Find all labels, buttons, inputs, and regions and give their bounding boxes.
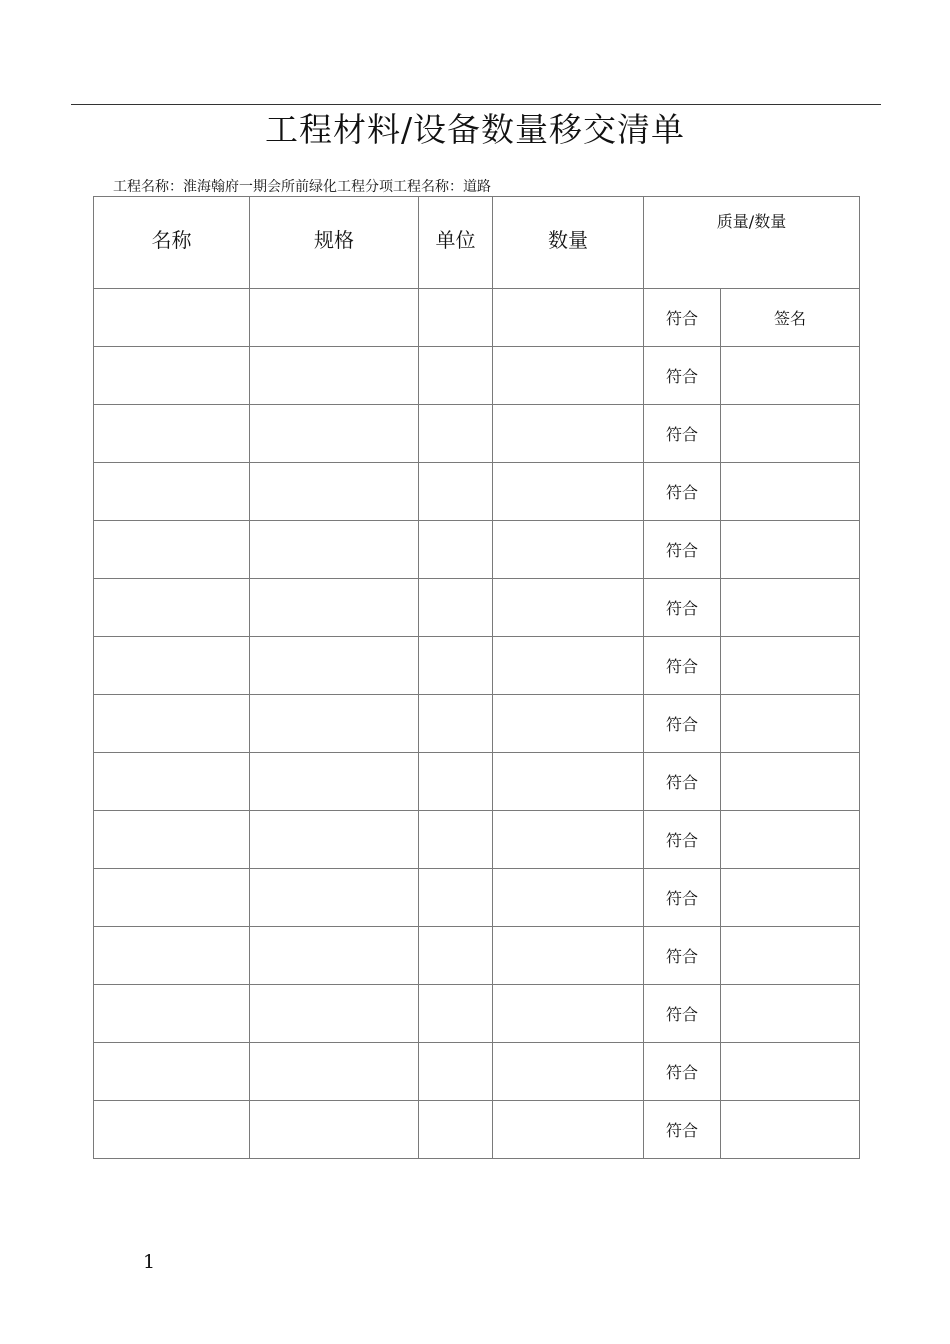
entry-cell[interactable] bbox=[94, 985, 250, 1043]
signature-cell[interactable] bbox=[721, 1043, 860, 1101]
table-row bbox=[94, 637, 860, 695]
conform-cell bbox=[644, 869, 721, 927]
entry-cell[interactable] bbox=[493, 579, 644, 637]
signature-cell[interactable] bbox=[721, 1101, 860, 1159]
conform-cell bbox=[644, 405, 721, 463]
conform-cell bbox=[644, 579, 721, 637]
conform-cell bbox=[644, 695, 721, 753]
signature-cell[interactable] bbox=[721, 985, 860, 1043]
entry-cell[interactable] bbox=[493, 1101, 644, 1159]
table-row bbox=[94, 1101, 860, 1159]
entry-cell[interactable] bbox=[94, 521, 250, 579]
empty-cell bbox=[493, 289, 644, 347]
entry-cell[interactable] bbox=[94, 1043, 250, 1101]
conform-cell bbox=[644, 811, 721, 869]
table-row bbox=[94, 405, 860, 463]
table-row bbox=[94, 811, 860, 869]
page-number: 1 bbox=[143, 1251, 156, 1273]
conform-cell bbox=[644, 521, 721, 579]
entry-cell[interactable] bbox=[419, 927, 493, 985]
conform-label: 符合 bbox=[665, 1121, 698, 1140]
entry-cell[interactable] bbox=[250, 811, 419, 869]
table-row bbox=[94, 347, 860, 405]
entry-cell[interactable] bbox=[419, 811, 493, 869]
header-spec-cell bbox=[250, 197, 419, 289]
conform-label: 符合 bbox=[665, 367, 698, 386]
entry-cell[interactable] bbox=[250, 637, 419, 695]
signature-cell[interactable] bbox=[721, 405, 860, 463]
entry-cell[interactable] bbox=[493, 927, 644, 985]
conform-label: 符合 bbox=[665, 541, 698, 560]
conform-cell bbox=[644, 927, 721, 985]
entry-cell[interactable] bbox=[493, 347, 644, 405]
conform-cell bbox=[644, 1101, 721, 1159]
header-quality-quantity-cell bbox=[644, 197, 860, 289]
header-spec: 规格 bbox=[314, 228, 354, 252]
signature-cell[interactable] bbox=[721, 347, 860, 405]
entry-cell[interactable] bbox=[250, 985, 419, 1043]
header-name: 名称 bbox=[151, 228, 192, 252]
signature-cell[interactable] bbox=[721, 637, 860, 695]
conform-label: 符合 bbox=[665, 599, 698, 618]
sub-header-row bbox=[94, 289, 860, 347]
entry-cell[interactable] bbox=[94, 927, 250, 985]
entry-cell[interactable] bbox=[419, 347, 493, 405]
conform-cell bbox=[644, 347, 721, 405]
entry-cell[interactable] bbox=[94, 869, 250, 927]
table-row bbox=[94, 463, 860, 521]
entry-cell[interactable] bbox=[419, 579, 493, 637]
conform-cell bbox=[644, 463, 721, 521]
entry-cell[interactable] bbox=[493, 1043, 644, 1101]
entry-cell[interactable] bbox=[419, 405, 493, 463]
entry-cell[interactable] bbox=[94, 811, 250, 869]
signature-cell[interactable] bbox=[721, 695, 860, 753]
entry-cell[interactable] bbox=[493, 637, 644, 695]
entry-cell[interactable] bbox=[419, 1043, 493, 1101]
entry-cell[interactable] bbox=[250, 521, 419, 579]
signature-cell[interactable] bbox=[721, 869, 860, 927]
entry-cell[interactable] bbox=[250, 1101, 419, 1159]
entry-cell[interactable] bbox=[493, 753, 644, 811]
entry-cell[interactable] bbox=[493, 405, 644, 463]
entry-cell[interactable] bbox=[419, 869, 493, 927]
signature-cell[interactable] bbox=[721, 521, 860, 579]
entry-cell[interactable] bbox=[94, 637, 250, 695]
entry-cell[interactable] bbox=[419, 637, 493, 695]
entry-cell[interactable] bbox=[493, 463, 644, 521]
table-row bbox=[94, 1043, 860, 1101]
entry-cell[interactable] bbox=[419, 695, 493, 753]
signature-cell[interactable] bbox=[721, 579, 860, 637]
entry-cell[interactable] bbox=[250, 869, 419, 927]
table-row bbox=[94, 695, 860, 753]
header-rule bbox=[71, 104, 881, 105]
empty-cell bbox=[419, 289, 493, 347]
conform-label: 符合 bbox=[665, 425, 698, 444]
entry-cell[interactable] bbox=[250, 927, 419, 985]
conform-label: 符合 bbox=[665, 947, 698, 966]
entry-cell[interactable] bbox=[419, 521, 493, 579]
header-row bbox=[94, 197, 860, 289]
table-row bbox=[94, 521, 860, 579]
conform-label: 符合 bbox=[665, 773, 698, 792]
sub-header-conform-cell bbox=[644, 289, 721, 347]
document-title: 工程材料/设备数量移交清单 bbox=[264, 110, 686, 149]
conform-label: 符合 bbox=[665, 657, 698, 676]
table-row bbox=[94, 927, 860, 985]
table-row bbox=[94, 985, 860, 1043]
entry-cell[interactable] bbox=[419, 1101, 493, 1159]
empty-cell bbox=[94, 289, 250, 347]
conform-cell bbox=[644, 985, 721, 1043]
entry-cell[interactable] bbox=[493, 869, 644, 927]
header-quantity: 数量 bbox=[548, 228, 588, 252]
header-unit: 单位 bbox=[435, 228, 476, 252]
signature-cell[interactable] bbox=[721, 927, 860, 985]
entry-cell[interactable] bbox=[493, 985, 644, 1043]
entry-cell[interactable] bbox=[250, 405, 419, 463]
entry-cell[interactable] bbox=[493, 521, 644, 579]
conform-label: 符合 bbox=[665, 483, 698, 502]
handover-table bbox=[93, 196, 860, 1159]
entry-cell[interactable] bbox=[493, 811, 644, 869]
header-unit-cell bbox=[419, 197, 493, 289]
entry-cell[interactable] bbox=[250, 347, 419, 405]
header-quantity-cell bbox=[493, 197, 644, 289]
entry-cell[interactable] bbox=[419, 753, 493, 811]
table-row bbox=[94, 753, 860, 811]
conform-label: 符合 bbox=[665, 889, 698, 908]
conform-label: 符合 bbox=[665, 715, 698, 734]
conform-cell bbox=[644, 753, 721, 811]
conform-cell bbox=[644, 637, 721, 695]
entry-cell[interactable] bbox=[94, 1101, 250, 1159]
entry-cell[interactable] bbox=[250, 753, 419, 811]
header-name-cell bbox=[94, 197, 250, 289]
project-name-line: 工程名称：淮海翰府一期会所前绿化工程分项工程名称：道路 bbox=[113, 179, 491, 195]
conform-label: 符合 bbox=[665, 1063, 698, 1082]
sub-header-conform: 符合 bbox=[665, 309, 698, 328]
signature-cell[interactable] bbox=[721, 753, 860, 811]
entry-cell[interactable] bbox=[94, 405, 250, 463]
entry-cell[interactable] bbox=[493, 695, 644, 753]
conform-cell bbox=[644, 1043, 721, 1101]
empty-cell bbox=[250, 289, 419, 347]
sub-header-signature-cell bbox=[721, 289, 860, 347]
table-row bbox=[94, 869, 860, 927]
entry-cell[interactable] bbox=[250, 695, 419, 753]
conform-label: 符合 bbox=[665, 831, 698, 850]
entry-cell[interactable] bbox=[250, 463, 419, 521]
entry-cell[interactable] bbox=[94, 579, 250, 637]
entry-cell[interactable] bbox=[250, 1043, 419, 1101]
conform-label: 符合 bbox=[665, 1005, 698, 1024]
entry-cell[interactable] bbox=[94, 463, 250, 521]
entry-cell[interactable] bbox=[419, 463, 493, 521]
entry-cell[interactable] bbox=[419, 985, 493, 1043]
header-quality-quantity: 质量/数量 bbox=[716, 212, 787, 231]
entry-cell[interactable] bbox=[94, 753, 250, 811]
table-row bbox=[94, 579, 860, 637]
signature-cell[interactable] bbox=[721, 463, 860, 521]
entry-cell[interactable] bbox=[94, 347, 250, 405]
entry-cell[interactable] bbox=[250, 579, 419, 637]
sub-header-signature: 签名 bbox=[773, 309, 806, 328]
signature-cell[interactable] bbox=[721, 811, 860, 869]
entry-cell[interactable] bbox=[94, 695, 250, 753]
